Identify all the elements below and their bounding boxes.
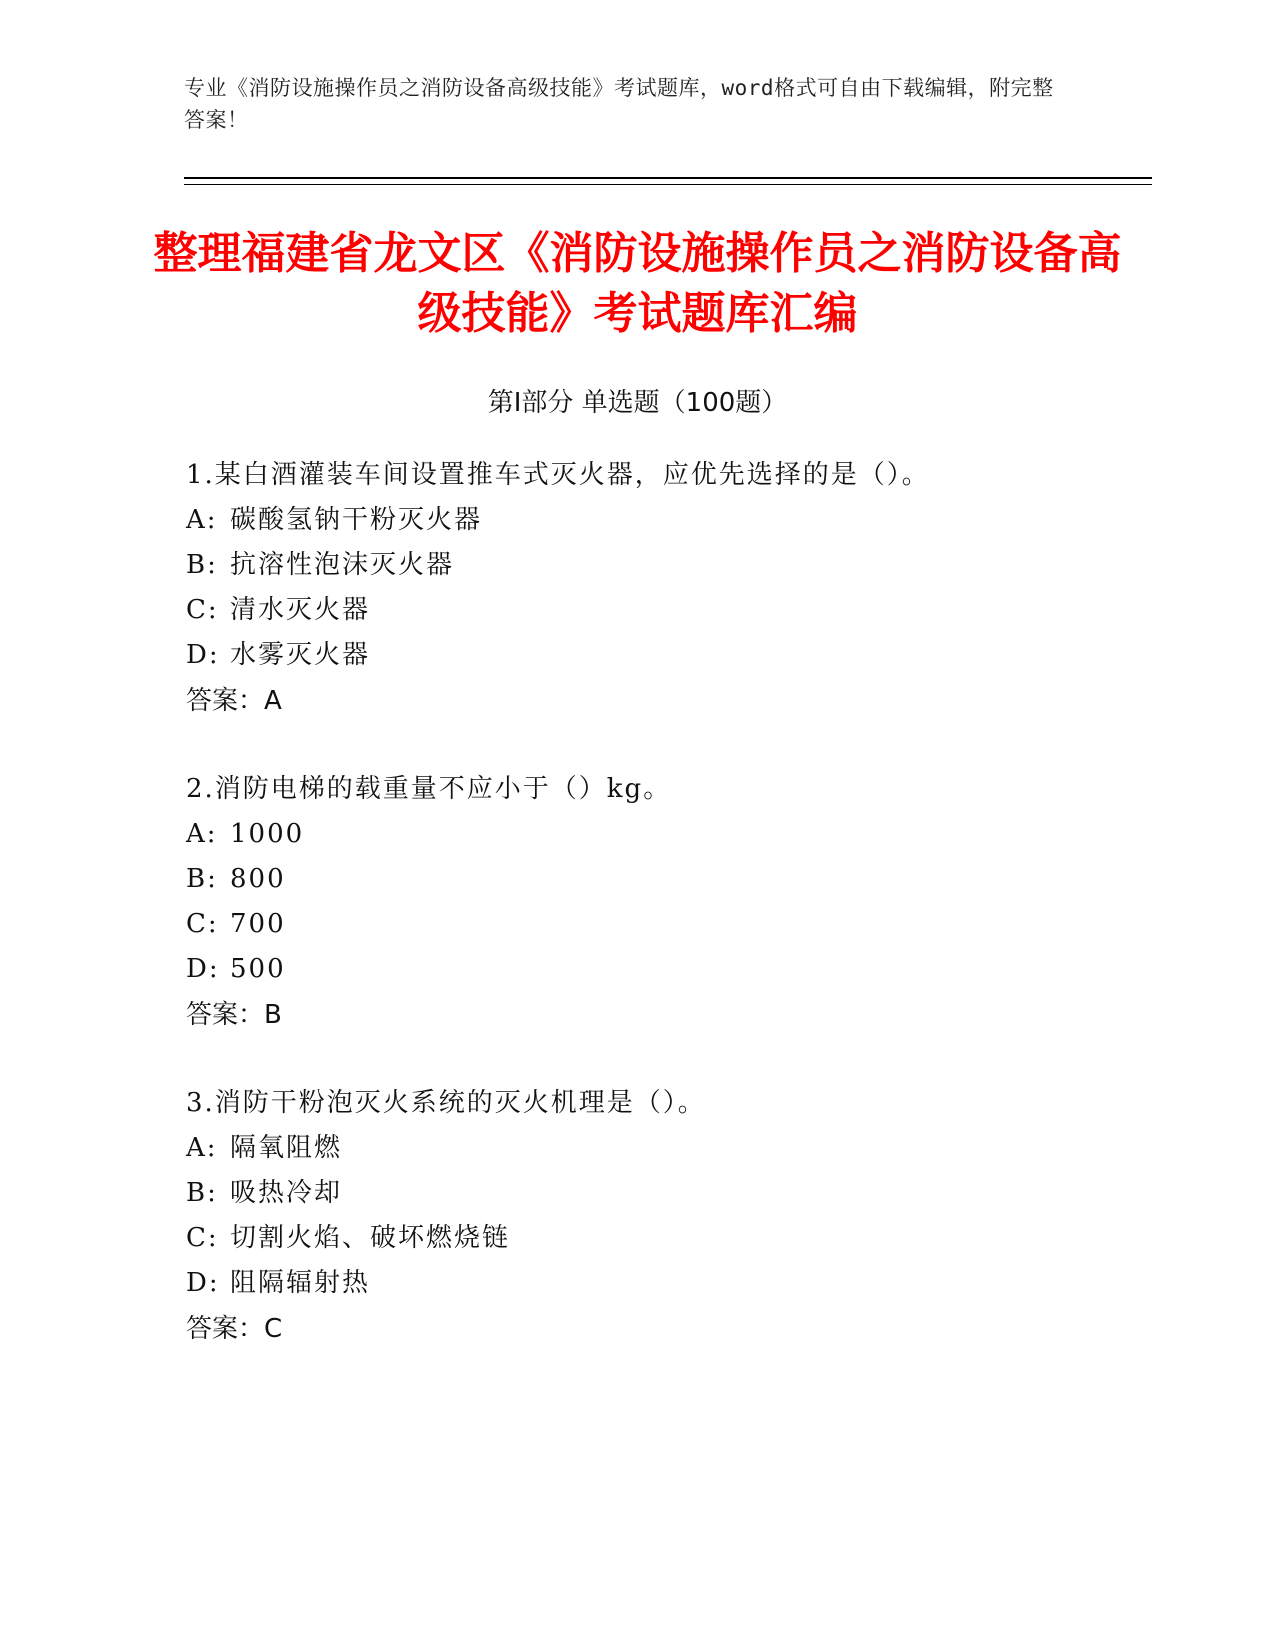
option-text: 水雾灭火器 [230,640,371,670]
option-a [186,812,1146,857]
option-text: 1000 [230,819,305,849]
option-letter: B: [186,550,218,580]
question-2 [186,766,1146,1038]
option-text: 抗溶性泡沫灭火器 [230,550,455,580]
header-rule-thick [184,177,1152,179]
option-letter: B: [186,1178,218,1208]
question-stem: 3.消防干粉泡灭火系统的灭火机理是（）。 [186,1088,706,1118]
option-d [186,947,1146,992]
option-letter: B: [186,864,218,894]
option-text: 阻隔辐射热 [230,1268,371,1298]
option-text: 切割火焰、破坏燃烧链 [230,1223,511,1253]
option-a [186,1126,1146,1171]
option-c [186,588,1146,633]
option-letter: A: [186,505,218,535]
option-b [186,543,1146,588]
option-text: 吸热冷却 [230,1178,343,1208]
option-b [186,857,1146,902]
option-letter: C: [186,595,219,625]
answer: 答案：C [186,1314,283,1344]
option-d [186,633,1146,678]
option-letter: A: [186,1133,218,1163]
option-letter: D: [186,1268,220,1298]
header-rule-thin [184,184,1152,185]
option-text: 隔氧阻燃 [230,1133,343,1163]
option-text: 800 [230,864,286,894]
answer: 答案：B [186,1000,282,1030]
question-stem: 2.消防电梯的载重量不应小于（）kg。 [186,774,672,804]
document-title: 整理福建省龙文区《消防设施操作员之消防设备高级技能》考试题库汇编 [153,228,1122,339]
option-b [186,1171,1146,1216]
answer: 答案：A [186,686,282,716]
option-letter: C: [186,1223,219,1253]
option-text: 清水灭火器 [230,595,371,625]
option-c [186,1216,1146,1261]
option-text: 碳酸氢钠干粉灭火器 [230,505,483,535]
option-d [186,1261,1146,1306]
question-1 [186,452,1146,724]
option-letter: D: [186,954,220,984]
option-c [186,902,1146,947]
option-letter: D: [186,640,220,670]
header-note: 专业《消防设施操作员之消防设备高级技能》考试题库，word格式可自由下载编辑，附完整答案！ [184,76,1054,132]
option-a [186,498,1146,543]
question-3 [186,1080,1146,1352]
option-text: 700 [230,909,286,939]
section-title: 第Ⅰ部分 单选题（100题） [487,388,788,418]
option-text: 500 [230,954,286,984]
question-stem: 1.某白酒灌装车间设置推车式灭火器，应优先选择的是（）。 [186,460,930,490]
option-letter: A: [186,819,218,849]
option-letter: C: [186,909,219,939]
